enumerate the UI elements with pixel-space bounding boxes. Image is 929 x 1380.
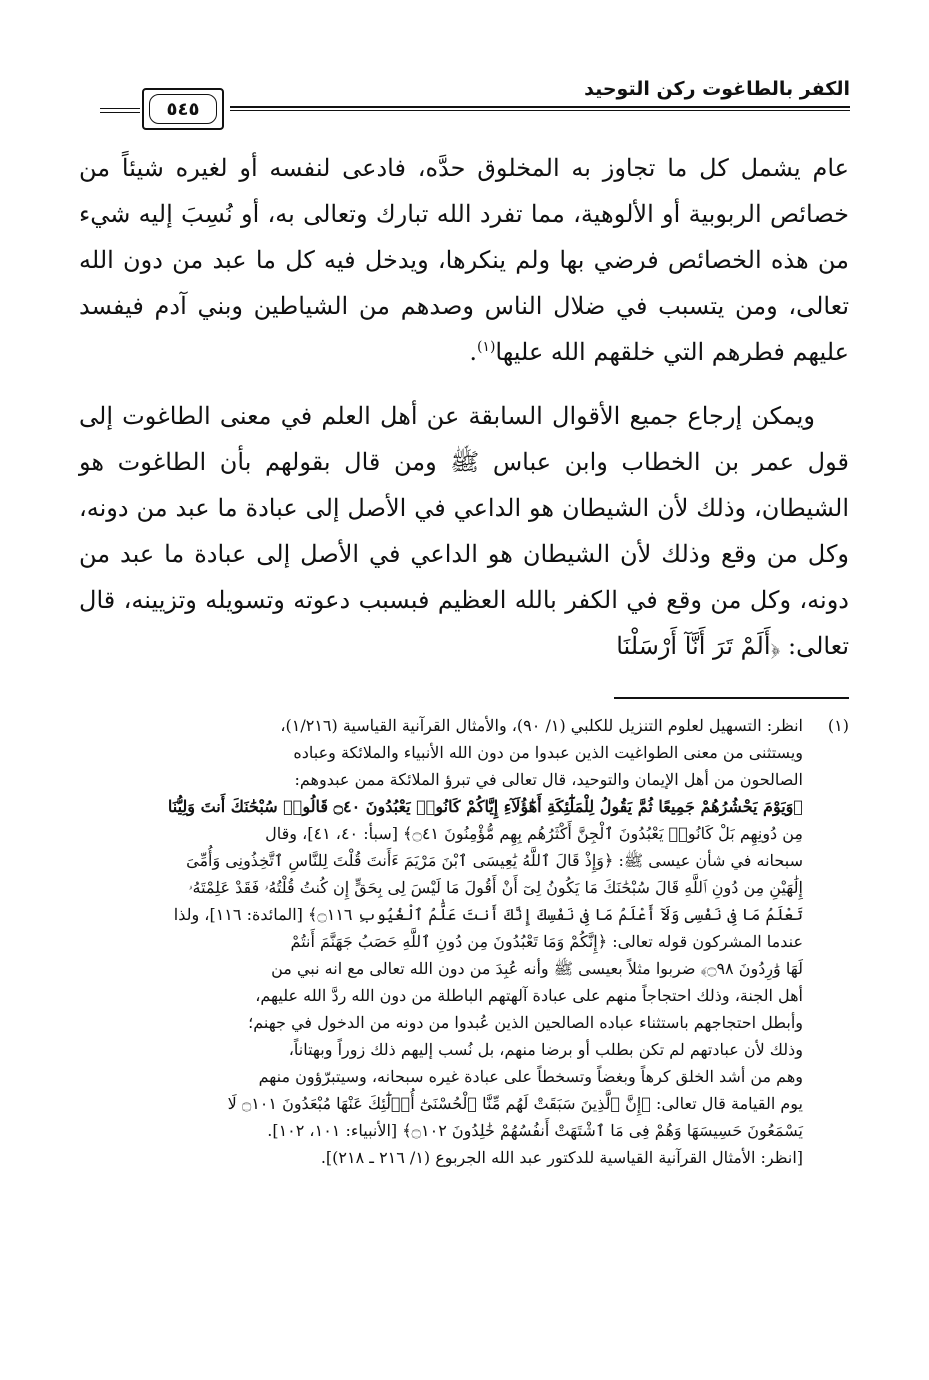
page-number-ornament <box>100 88 230 130</box>
paragraph-2-text: ويمكن إرجاع جميع الأقوال السابقة عن أهل العلم في معنى الطاغوت إلى قول عمر بن الخطاب وابن عباس ﷺ ومن قال بقولهم بأن الطاغوت هو الشيطان، وذلك لأن الشيطان هو الداعي في الأصل إلى عبادة ما عبد من دونه، وكل من وقع وذلك لأن الشيطان هو الداعي في الأصل إلى عبادة ما عبد من دونه، وكل من وقع في الكفر بالله العظيم فبسبب دعوته وتسويله وتزيينه، قال تعالى: ﴿أَلَمْ تَرَ أَنَّآ أَرْسَلْنَا <box>79 402 849 660</box>
footnote-line: [انظر: الأمثال القرآنية القياسية للدكتور عبد الله الجربوع (١/ ٢١٦ ـ ٢١٨)]. <box>320 1148 803 1167</box>
page-number: ٥٤٥ <box>149 94 217 124</box>
footnote-line: إِلَٰهَيْنِ مِن دُونِ ٱللَّهِ قَالَ سُبْحَٰنَكَ مَا يَكُونُ لِىٓ أَنْ أَقُولَ مَا لَيْسَ لِى بِحَقٍّ إِن كُنتُ قُلْتُهُۥ فَقَدْ عَلِمْتَهُۥ <box>188 878 803 897</box>
footnote-marker[interactable]: (١) <box>476 339 496 355</box>
paragraph <box>79 145 849 375</box>
running-title: الكفر بالطاغوت ركن التوحيد <box>584 78 850 100</box>
footnote-line: لَهَا وَٰرِدُونَ ۝٩٨﴾ ضربوا مثلاً بعيسى ﷺ وأنه عُبِدَ من دون الله تعالى مع انه نبي من <box>271 959 803 978</box>
page-header <box>100 78 850 128</box>
footnote-line: الصالحون من أهل الإيمان والتوحيد، قال تعالى في تبرؤ الملائكة ممن عبدوهم: <box>294 770 803 789</box>
footnote <box>79 712 849 1171</box>
footnote-line: سبحانه في شأن عيسى ﷺ: ﴿وَإِذْ قَالَ ٱللَّهُ يَٰعِيسَى ٱبْنَ مَرْيَمَ ءَأَنتَ قُلْتَ لِلنَّاسِ ٱتَّخِذُونِى وَأُمِّىَ <box>186 851 803 870</box>
paragraph <box>79 393 849 669</box>
paragraph-1-end: . <box>469 338 477 366</box>
ornament-line <box>100 108 140 109</box>
footnote-line: تَعْلَمُ مَا فِى نَفْسِى وَلَآ أَعْلَمُ مَا فِى نَفْسِكَ إِنَّكَ أَنتَ عَلَّٰمُ ٱلْغُيُوبِ ۝١١٦﴾ [المائدة: ١١٦]، ولذا <box>173 905 803 924</box>
ornament-line <box>100 112 140 113</box>
footnote-line: وذلك لأن عبادتهم لم تكن بطلب أو برضا منهم، بل نُسب إليهم ذلك زوراً وبهتاناً، <box>288 1040 803 1059</box>
footnote-body <box>79 712 803 1171</box>
footnote-line: وهم من أشد الخلق كرهاً وبغضاً وتسخطاً على عبادة غيره سبحانه، وسيتبرّؤون منهم <box>258 1067 803 1086</box>
main-text <box>79 145 849 669</box>
header-rule <box>230 106 850 108</box>
footnote-line: ويستثنى من معنى الطواغيت الذين عبدوا من دون الله الأنبياء والملائكة وعباده <box>293 743 803 762</box>
footnote-line: مِن دُونِهِم بَلْ كَانُوا۟ يَعْبُدُونَ ٱلْجِنَّ أَكْثَرُهُم بِهِم مُّؤْمِنُونَ ۝٤١﴾ [سبأ: ٤٠، ٤١]، وقال <box>265 824 803 843</box>
footnotes <box>79 712 849 1171</box>
footnote-quran-line: ﴿وَيَوْمَ يَحْشُرُهُمْ جَمِيعًا ثُمَّ يَقُولُ لِلْمَلَٰٓئِكَةِ أَهَٰٓؤُلَآءِ إِيَّاكُمْ كَانُوا۟ يَعْبُدُونَ ۝٤٠ قَالُوا۟ سُبْحَٰنَكَ أَنتَ وَلِيُّنَا <box>167 797 803 816</box>
footnote-line: انظر: التسهيل لعلوم التنزيل للكلبي (١/ ٩٠)، والأمثال القرآنية القياسية (١/٢١٦)، <box>280 716 803 735</box>
footnote-line: أهل الجنة، وذلك احتجاجاً منهم على عبادة آلهتهم الباطلة من دون الله ردَّ الله عليهم، <box>255 986 803 1005</box>
footnote-line: يَسْمَعُونَ حَسِيسَهَا وَهُمْ فِى مَا ٱشْتَهَتْ أَنفُسُهُمْ خَٰلِدُونَ ۝١٠٢﴾ [الأنبياء: ١٠١، ١٠٢]. <box>267 1121 803 1140</box>
footnote-separator <box>614 697 849 699</box>
footnote-line: يوم القيامة قال تعالى: ﴿إِنَّ ٱلَّذِينَ سَبَقَتْ لَهُم مِّنَّا ٱلْحُسْنَىٰٓ أُو۟لَٰٓئِكَ عَنْهَا مُبْعَدُونَ ۝١٠١ لَا <box>227 1094 803 1113</box>
footnote-number: (١) <box>827 716 849 735</box>
paragraph-1-text: عام يشمل كل ما تجاوز به المخلوق حدَّه، فادعى لنفسه أو لغيره شيئاً من خصائص الربوبية أو الألوهية، مما تفرد الله تبارك وتعالى به، أو نُسِبَ إليه شيء من هذه الخصائص فرضي بها ولم ينكرها، ويدخل فيه كل ما عبد من دون الله تعالى، ومن يتسبب في ضلال الناس وصدهم من الشياطين وبني آدم فيفسد عليهم فطرهم التي خلقهم الله عليها <box>79 154 849 366</box>
footnote-line: عندما المشركون قوله تعالى: ﴿إِنَّكُمْ وَمَا تَعْبُدُونَ مِن دُونِ ٱللَّهِ حَصَبُ جَهَنَّمَ أَنتُمْ <box>290 932 803 951</box>
footnote-line: وأبطل احتجاجهم باستثناء عباده الصالحين الذين عُبدوا من دونه من الدخول في جهنم؛ <box>248 1013 803 1032</box>
header-rule-thin <box>230 110 850 111</box>
